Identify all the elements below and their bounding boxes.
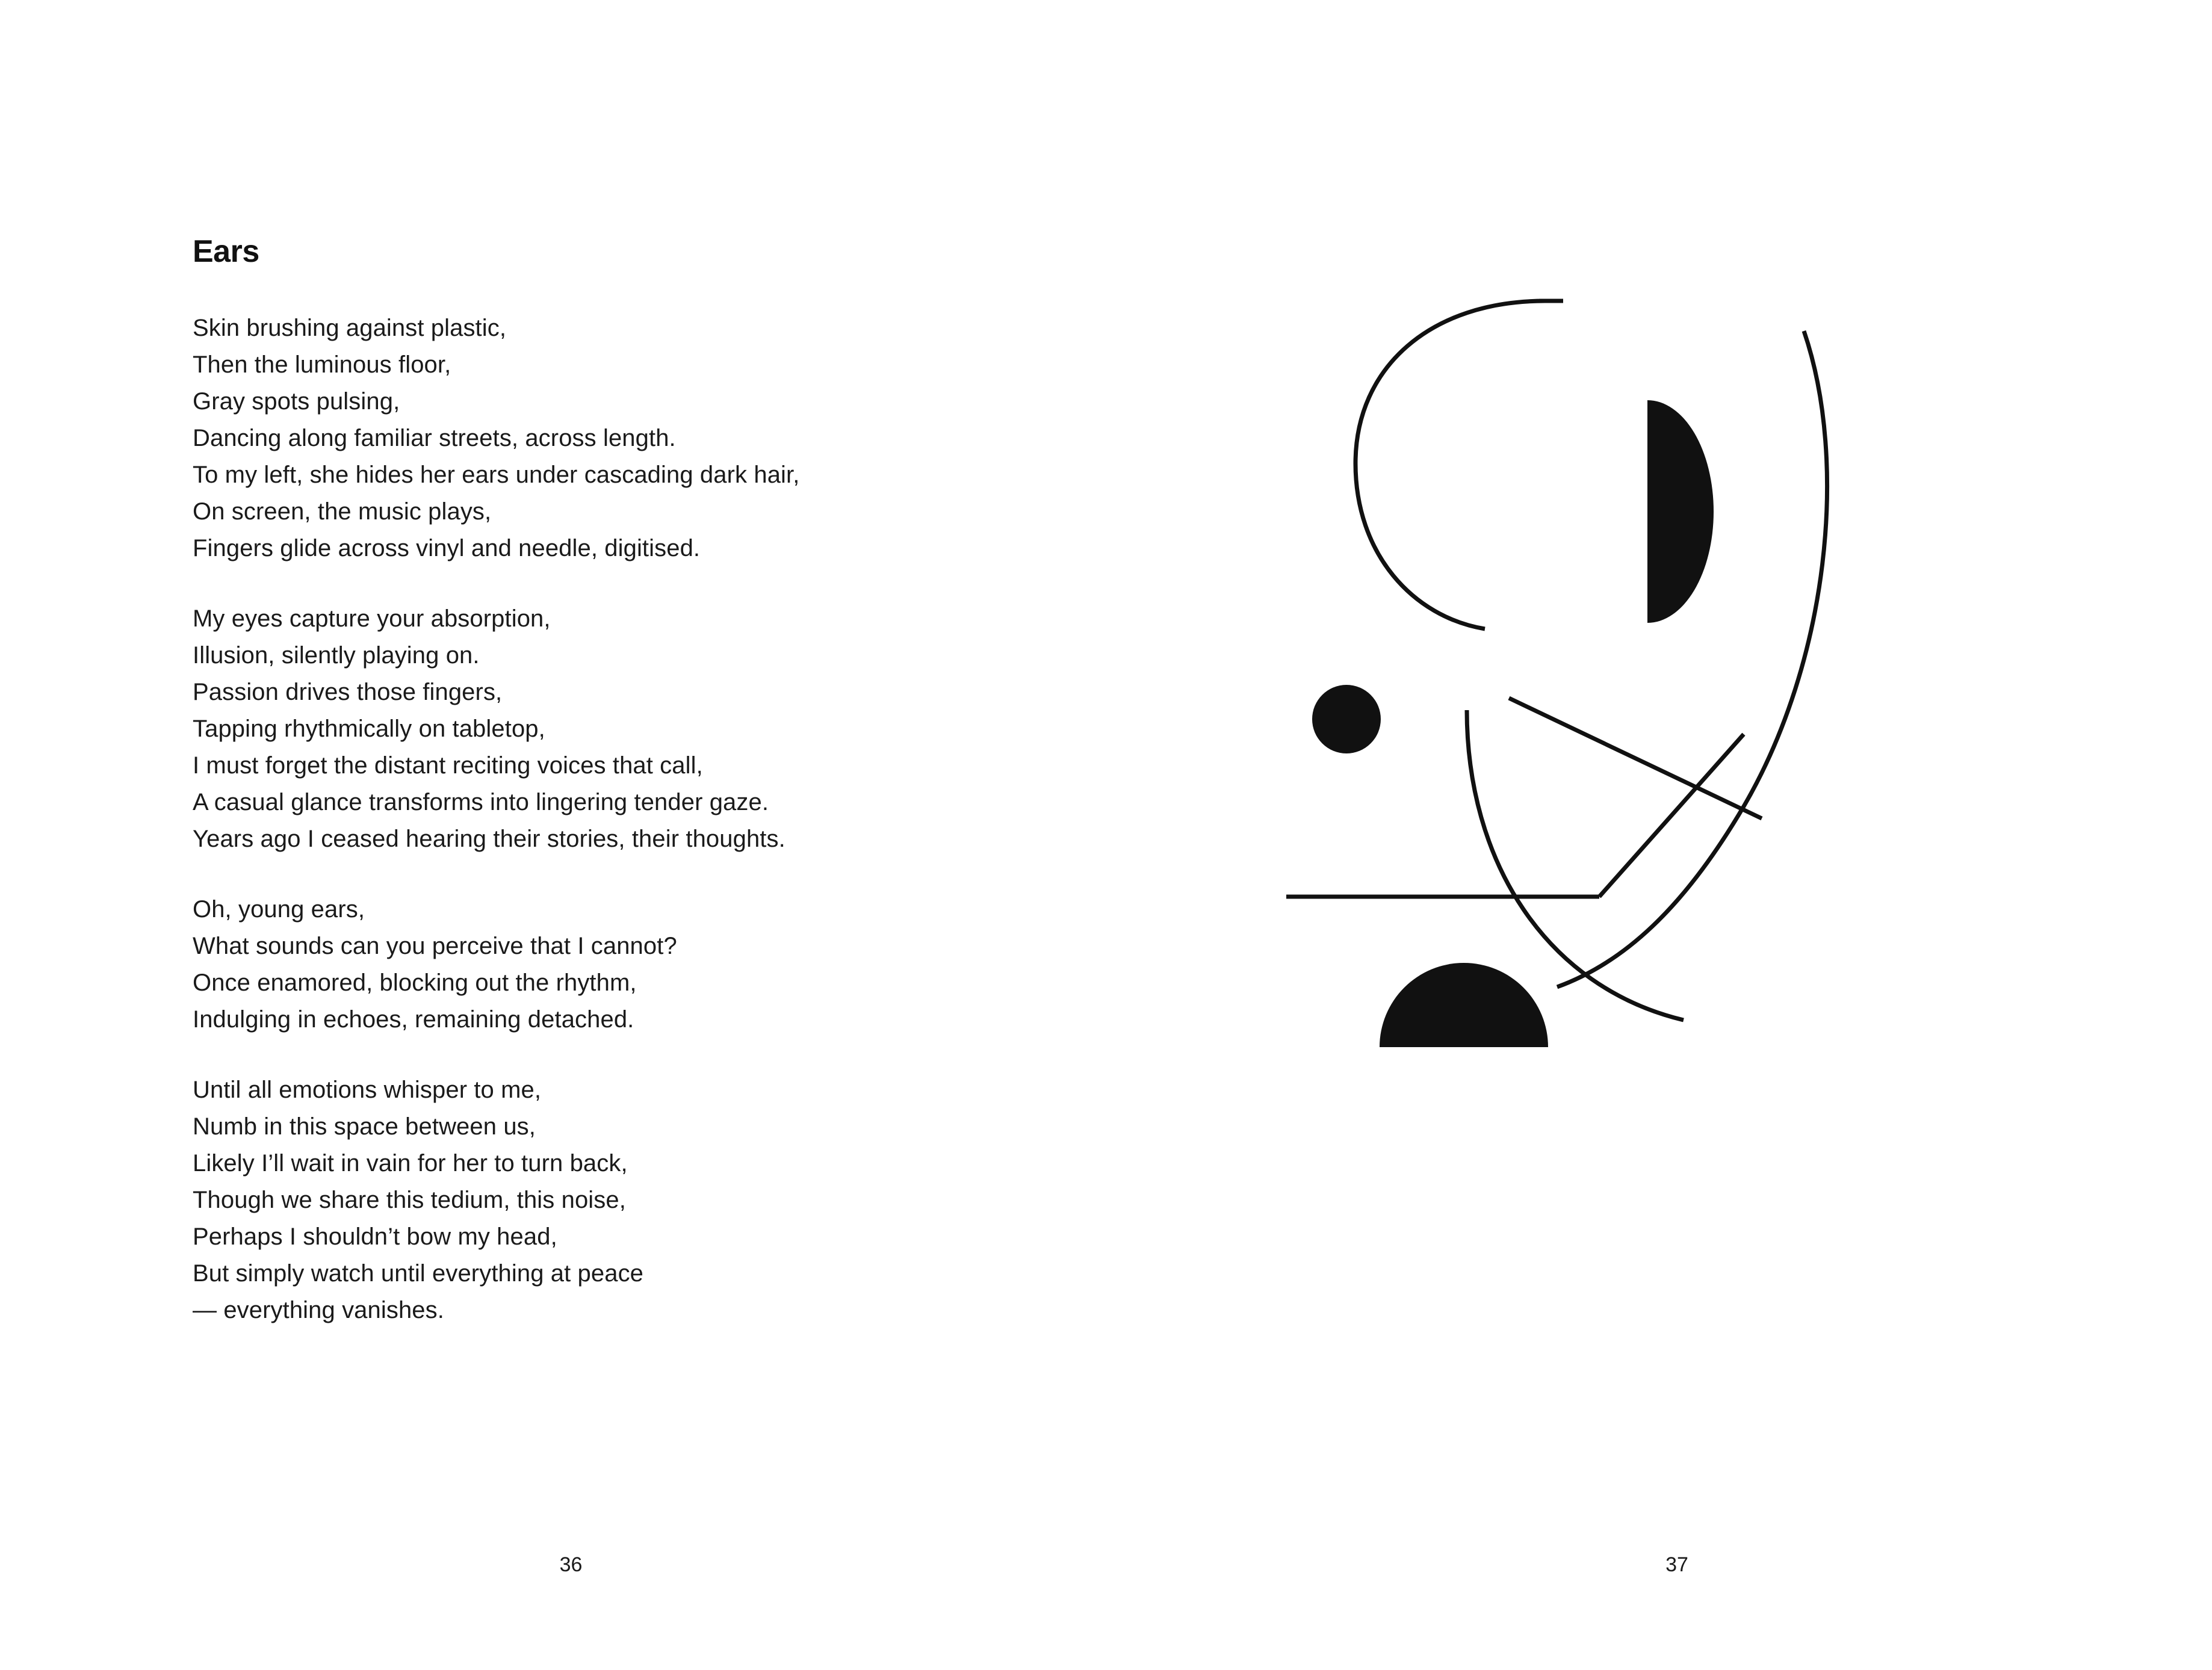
poem-line: Oh, young ears, — [193, 896, 365, 923]
poem-line: Years ago I ceased hearing their stories, their thoughts. — [193, 826, 785, 853]
page-number-right: 37 — [1665, 1553, 1688, 1576]
poem-line: I must forget the distant reciting voices that call, — [193, 752, 703, 779]
stanza — [193, 1072, 1005, 1329]
abstract-line-illustration — [1286, 289, 2039, 1312]
stanza — [193, 891, 1005, 1038]
poem-line: Tapping rhythmically on tabletop, — [193, 716, 545, 743]
poem-line: Likely I’ll wait in vain for her to turn back, — [193, 1150, 628, 1177]
poem-line: But simply watch until everything at peace — [193, 1260, 644, 1287]
half-dome-shape — [1380, 963, 1548, 1047]
poem-line: Dancing along familiar streets, across length. — [193, 425, 676, 452]
poem-line: Fingers glide across vinyl and needle, digitised. — [193, 535, 701, 562]
sweeping-curve — [1557, 331, 1827, 987]
right-page — [1106, 0, 2212, 1670]
page-number-left: 36 — [559, 1553, 583, 1576]
poem-line: Passion drives those fingers, — [193, 679, 503, 706]
poem-line: To my left, she hides her ears under cascading dark hair, — [193, 462, 800, 489]
diagonal-line-b — [1599, 734, 1744, 897]
stanza — [193, 310, 1005, 567]
page-title: Ears — [193, 234, 259, 269]
poem-line: Once enamored, blocking out the rhythm, — [193, 970, 637, 997]
poem-line: On screen, the music plays, — [193, 498, 492, 525]
stanza — [193, 601, 1005, 858]
poem-line: Gray spots pulsing, — [193, 388, 400, 415]
poem-line: Illusion, silently playing on. — [193, 642, 480, 669]
poem-line: A casual glance transforms into lingering tender gaze. — [193, 789, 769, 816]
arc-shape — [1355, 301, 1545, 629]
poem-line: Numb in this space between us, — [193, 1113, 536, 1140]
poem-line: Until all emotions whisper to me, — [193, 1077, 542, 1104]
circle-shape — [1312, 685, 1381, 753]
poem-line: My eyes capture your absorption, — [193, 605, 551, 632]
poem-line: Then the luminous floor, — [193, 351, 451, 379]
poem-line: Perhaps I shouldn’t bow my head, — [193, 1223, 557, 1251]
poem-line: — everything vanishes. — [193, 1297, 444, 1324]
poem-line: Skin brushing against plastic, — [193, 315, 507, 342]
poem-line: What sounds can you perceive that I cannot? — [193, 933, 677, 960]
half-disc-shape — [1647, 400, 1714, 623]
poem-line: Indulging in echoes, remaining detached. — [193, 1006, 634, 1033]
poem-line: Though we share this tedium, this noise, — [193, 1187, 626, 1214]
poem — [193, 235, 1005, 1329]
